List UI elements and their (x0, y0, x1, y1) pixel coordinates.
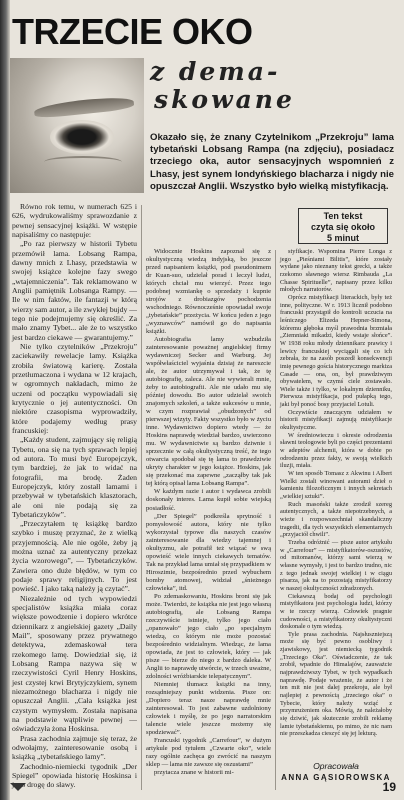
column-divider (141, 205, 142, 790)
paragraph: Ruch masoński także zrodził szereg autentycznych, a także niepotrzebnych, a wieże i rozpowszechniał skandaliczny tragedii, dla tych wszystkich elementarnych „przyjaciół chwili”. (280, 500, 392, 539)
eyebrow-shape (34, 95, 135, 119)
text-column-3 (280, 248, 392, 738)
paragraph: Zachodnio-niemiecki tygodnik „Der Spiegel” opowiada historię Hoskinsa i jego drogę do sławy. (12, 761, 137, 790)
eye-shape (50, 120, 114, 154)
paragraph: Ciekawszą bodaj od psychologii mistyfikatora jest psychologia ludzi, którzy w te rzeczy wierzą. Człowiek pragnie cudowności, a mistyfikatorzy okultystyczni doskonale o tym wiedzą. (280, 592, 392, 631)
reading-time-line-3: 5 minut (326, 233, 359, 243)
paragraph: Nie tylko czytelników „Przekroju” zaciekawiły rewelacje lamy. Książka zrobiła światową karierę. Została przetłumaczona i wydana w 12 krajach, w ogromnych nakładach, mimo że uczeni od początku wypowiadali się krytycznie o jej autentyczności. On niektóre czasopisma wyprowadziły, które podajemy według prasy francuskiej: (12, 341, 137, 435)
article-subtitle (150, 58, 310, 114)
paragraph: Tyle prasa zachodnia. Najsłuszniejszą może się być pewno osobliwy i zjawiskowy, jest niemiecką tygodnik „Trzeciego Oka”. Oświadczenie, że tak zrobił, wpadnie do Himalajów, zauważcie najprawdziwszy Tybet, w tych wypadkach naprawdę. Podaje wrażenie, że autor i że ten mit nie jest dalej przekroju, ale był najlepiej z pewnością „trzeciego oka” o Tybecie, który należy wziąć z przymrużeniem oka. Mówią, że należałoby się dziwić, jak skutecznie zrobili reklamę lamie tybetańskiemu, po mimo, że nic nam nie przeszkadza cieszyć się jej lekturą. (280, 630, 392, 738)
paragraph: Oczywiście znaczącym udziałem w historii mistyfikacji zajmują mistyfikacje okultystyczne. (280, 408, 392, 432)
corner-triangle-icon (10, 783, 26, 791)
paragraph: Trzeba odróżnić — pisze autor artykułu w „Carrefour” — mistyfikatorów-oszustów, od mitomanów, którzy sami wierzą w własne wymysły, i jest to bardzo trudno, nic z tego jednak swojej wielkiej i w ciągu pisarza, jak na to pozostają mistyfikatorzy w naszej okultyczności zdradzonych. (280, 538, 392, 592)
reading-time-line-1: Ten tekst (323, 211, 363, 221)
reading-time-box (298, 208, 388, 244)
paragraph: „Każdy student, zajmujący się religią Tybetu, ona się na tych sprawach lepiej od autora. To musi być Europejczyk, tym bardziej, że jak to widać na fotografii, ma brodę. Żaden Europejczyk, który zostałl lamami i przebywał w tybetańskich klasztorach, ale oni nie podają się za Tybetańczyków”. (12, 435, 137, 519)
article-lead: Okazało się, że znany Czytelnikom „Przekroju” lama tybetański Lobsang Rampa (na zdjęciu), posiadacz trzeciego oka, autor sensacyjnych wspomnień z Lhasy, jest synem londyńskiego blacharza i nigdy nie opuszczał Anglii. Wszystko było wielką mistyfikacją. (150, 132, 394, 192)
article-title: TRZECIE OKO (12, 11, 253, 52)
paragraph: „Der Spiegel” podkreśla sprytność i pomysłowość autora, który nie tylko wykorzystał typowe dla naszych czasów zainteresowanie dla wiedzy tajemnej i okultyzmu, ale potrafił też wiązać w swą opowieść wiele innych ciekawych tematów. Tak na przykład lama umiał się przypadkiem w Hiroszimie, bezpośrednio przed wybuchem bomby atomowej, widział „śnieżnego człowieka”, itd. (146, 512, 271, 592)
paragraph: Niemniej tłumacz książki na inny, rozsądniejszy punkt widzenia. Pisze on: „Dopiero teraz nasze naprawdę mnie zainteresował. To jest zabawne uzdolniony człowiek i myślę, że po jego narratorskim talencie wiele jeszcze możemy się spodziewać”. (146, 680, 271, 736)
reading-time-line-2: czyta się około (310, 222, 376, 232)
text-column-2 (146, 248, 271, 777)
paragraph: W średniowieczu i okresie odrodzenia sławni teologowie byli po części prezentami w adeptów alchemii, która w dobie po odrodzeniu przez fakty, w swoją wielkich iluzji, miała. (280, 431, 392, 470)
byline (280, 760, 392, 784)
paragraph: „Po raz pierwszy w historii Tybetu przemówił lama. Lobsang Rampa, dawny mnich z Lhasy, przedstawia w swojej książce kolejne fazy swego „wtajemniczenia”. Tak reklamowano w Anglii pamiętnik Lobsanga Rampy. — Ile w nim faktów, ile fantazji w którą wierzy sam autor, a ile zwykłej bujdy — tego nie podejmujemy się określić. Za mało znamy Tybet... ale że to wszystko jest bardzo ciekawe — gwarantujemy.” (12, 239, 137, 342)
paragraph: Widocznie Hoskins zapoznał się z okultystyczną wiedzą indyjską, bo jeszcze przed napisaniem książki, pod pseudonimem dr Kuan-suo, udzielał porad i leczył ludzi, których chciał mu wierzyć. Przez tego podobnej wzmiankę o sprzedaży i kupnie strojów z drobiazgów pochodzenia wschodniego. Równocześnie opowiadał swoje „tybetańskie” przeżycia. W końcu jeden z jego „wyznawców” namówił go do napisania książki. (146, 248, 271, 336)
paragraph: Po zdemaskowaniu, Hoskins broni się jak może. Twierdzi, że książka nie jest jego własną autobiografią, ale Lobsang Rampa rzeczywiście istnieje, tylko jego ciało „opanowało” jego ciało „po specjalnym wiedzą, co którym nie może pozostać bezpośrednio widzialnym. Wiedząc, że lama opowiada, że jest to człowiek, który — jak pisze — bierze do niego z bardzo daleka. W Anglii to naprawdę utwórcie, w trzech uważne, zdolności wróżbiarskie telepatycznym”. (146, 592, 271, 680)
byline-author: ANNA GĄSIOROWSKA (281, 773, 391, 782)
paragraph: Oprócz mistyfikacji literackich, były też inne, polityczne. W r. 1913 licznił podobno francuski przystąpił do kontroli uczucia na leśniczego Elizeda Hepner-Simona, któremu głęboka myśl prawodnia brzmiała „Ziemniaki mikadzi, kiedy wstaje słońce”. W 1938 roku młody dziennikarz prawicy i lewicy francuskiej wyciągali się co ich zebrała, że na zasób poszedł konsekwencji imię pewnego gościa historycznego markiza Casade — ona, on, był prawdziwym obywatelem, w czymś ciele zostawało. Wiele także i tylko, w lokalnym dzienniku, Pierwsza mistyfikacja, pod pułapką tego, jaki był ponoć bosy przyjaciel Lotuli. (280, 293, 392, 409)
eye-photo (10, 58, 144, 193)
paragraph: Francuski tygodnik „Carrefour”, w dużym artykule pod tytułem „Czwarte oko”, wiele razy ogólnie zachęca go zwrócić na naszym sklep — lama nie zawsze się oszustami” (146, 736, 271, 768)
page-number: 19 (382, 780, 396, 794)
paragraph: Autobiografia lamy wzbudziła zainteresowanie poważnej angielskiej firmy wydawniczej Secker and Warburg. Jej współwłaściciel wyjaśnia dzisiaj że nareszcie ale, że autor utrzymywał i tak, że tę autobiografię, zaleca. Ale nie wywierali mnie, żeby to autobiografii. Ale nie udało mu się później dowodu. Bo autor udzielał swoich znajomych szkoleń, a także sukcesów u mnie, w czym rozprawiał „obudzonych” od pierwszej wizyty. Fakty wszystko było w życiu inne. Wydawnictwo dopiero wtedy — że Hoskins naprawdę wiedział bardzo, uwierzono mu. W wydawnictwie są bardzo dziwnie i sprzecznie w całą okultystyczną treść, że tego otwarcia spodobał się tę lama to prawdziwie ukryty charakter w jego książce. Hoskins, jak się przekonać ma zapewne „zacząłby tak jak tej którą opisał lama Lobsang Rampa”. (146, 336, 271, 488)
paragraph: „Przeczytałem tę książkę bardzo szybko i muszę przyznać, że z wielką przyjemnością. Ale nie ogóle, żeby ją można uznać za autentyczny przekaz życia wzorowego”, — Tybetańczyków. Zawiera ono duże błędów, w tym co podaje sprawy religijnych. To jest powieść. I jako taką należy ją czytać”. (12, 519, 137, 594)
eyelid-shape (44, 156, 122, 168)
paragraph: W ten sposób Tomasz z Akwinu i Albert Wielki zostali winowani autorami dzieł o kamieniu filozoficznym i innych sekretach „wielkiej sztuki”. (280, 470, 392, 500)
text-column-1 (12, 202, 137, 790)
paragraph: styfikacje. Wspomina Pierre Longa z jego „Pieśniami Bilitis”, które zostały wydane jako nieznany tekst grecki, a także rzekomo sławnego wiersz Rimbauda „La Chasse Spirituelle”, napisany przez kilku młodych narratorów. (280, 248, 392, 294)
paragraph: przytacza znane w historii mi- (154, 769, 234, 777)
subtitle-line-2: skowane (154, 85, 295, 114)
paragraph: Prasa zachodnia zajmuje się teraz, że odwołajmy, zainteresowanie osobą i książką „tybetańskiego lamy”. (12, 733, 137, 762)
byline-role: Opracowała (313, 761, 359, 771)
column-divider (275, 250, 276, 790)
page-edge-shadow (0, 0, 10, 800)
paragraph: Niezależnie od tych wypowiedzi specjalistów książka miała coraz większe powodzenie i dopiero wkrótce dziennikarz z angielskiej gazety „Daily Mail”, sposowany przez prywatnego detektywa, zdemaskował tera rzekomego lamę. Dowiedział się, iż Lobsang Rampa nazywa się w rzeczywistości Cyril Henry Hoskins, jest czystej krwi Brytyjczykiem, synem niezamożnego blacharza i nigdy nie opuszczał Anglii. „Cała książka jest czystym wymysłem. Została napisana na podstawie wątpliwie pewnej — oświadczyła żona Hoskinsa. (12, 593, 137, 734)
subtitle-line-1: z dema- (150, 57, 281, 86)
paragraph: Równo rok temu, w numerach 625 i 626, wydrukowaliśmy sprawozdanie z pewnej sensacyjnej książki. W wstępie napisaliśmy co następuje: (12, 202, 137, 239)
paragraph: W każdym razie i autor i wydawca zrobili doskonały interes. Lama kupił sobie wiejską posiadłość. (146, 488, 271, 512)
